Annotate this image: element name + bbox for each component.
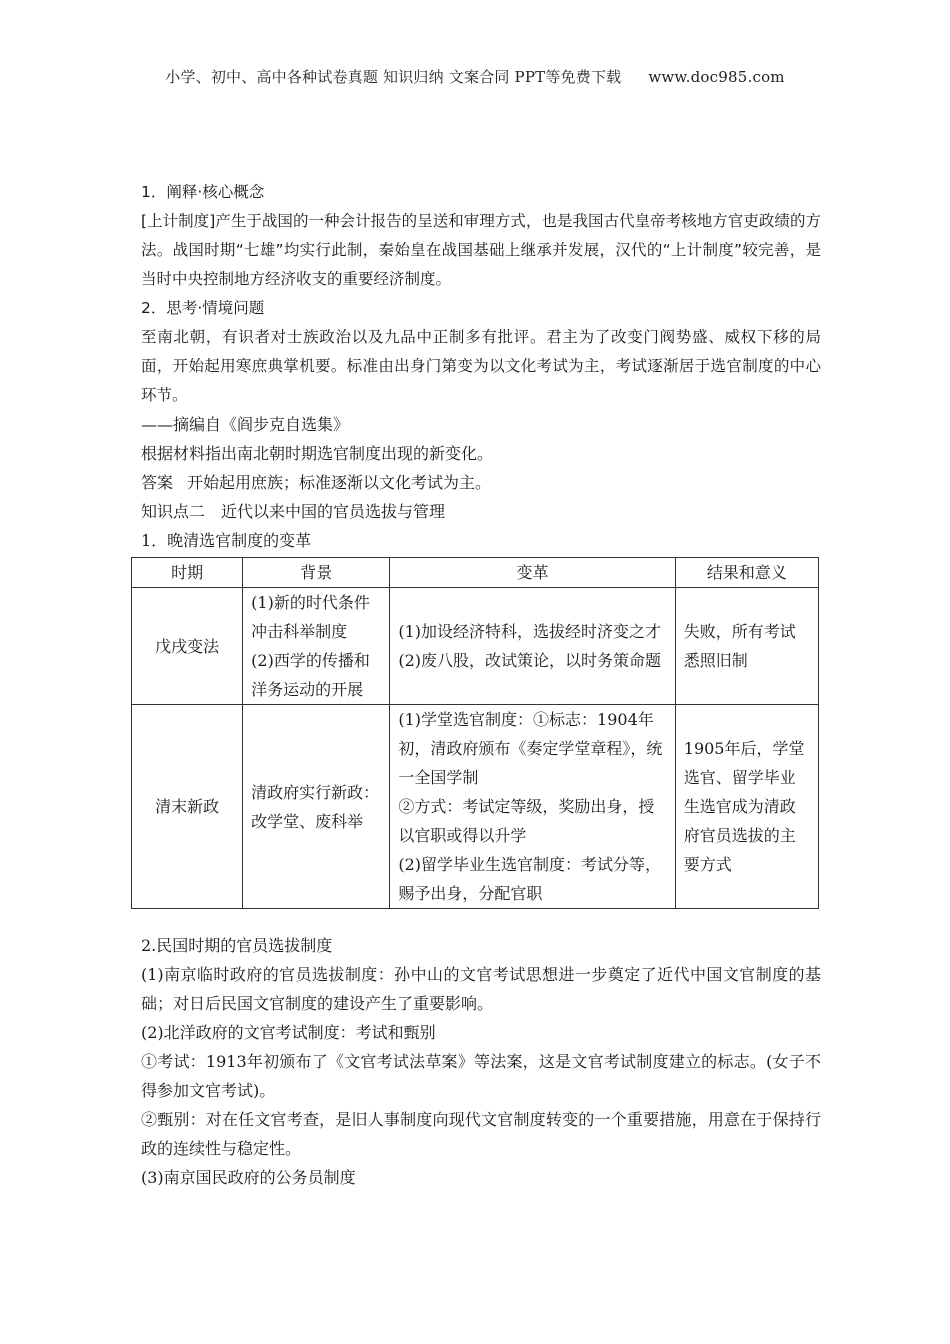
reform-line: (1)学堂选官制度：①标志：1904年初，清政府颁布《奏定学堂章程》，统一全国学制: [398, 710, 663, 787]
result-cell: 1905年后，学堂选官、留学毕业生选官成为清政府官员选拔的主要方式: [675, 705, 818, 909]
table-header: 背景: [243, 558, 390, 588]
background-line: 清政府实行新政：改学堂、废科举: [251, 782, 380, 831]
answer-text: 开始起用庶族；标准逐渐以文化考试为主。: [187, 473, 492, 492]
table-header: 结果和意义: [675, 558, 818, 588]
reform-line: (1)加设经济特科，选拔经时济变之才: [398, 622, 662, 641]
table-subheading: 1．晚清选官制度的变革: [141, 531, 312, 550]
section3-item: ②甄别：对在任文官考查，是旧人事制度向现代文官制度转变的一个重要措施，用意在于保持行政的连续性与稳定性。: [141, 1110, 821, 1158]
period-cell: 戊戌变法: [132, 588, 243, 705]
header-url[interactable]: www.doc985.com: [648, 68, 785, 86]
table-header: 时期: [132, 558, 243, 588]
background-cell: [243, 588, 390, 705]
answer-label: 答案: [141, 473, 174, 492]
reform-cell: [390, 588, 675, 705]
document-body: [141, 178, 821, 1192]
section1-heading: 1．阐释·核心概念: [141, 183, 265, 201]
period-cell: 清末新政: [132, 705, 243, 909]
answer-line: [141, 468, 821, 497]
section3-item: (1)南京临时政府的官员选拔制度：孙中山的文官考试思想进一步奠定了近代中国文官制度的基础；对日后民国文官制度的建设产生了重要影响。: [141, 965, 821, 1013]
section3-item: (3)南京国民政府的公务员制度: [141, 1168, 356, 1187]
section2-heading: 2．思考·情境问题: [141, 299, 265, 317]
table-row: [132, 705, 819, 909]
reform-line: (2)废八股，改试策论，以时务策命题: [398, 651, 662, 670]
section3-heading: 2.民国时期的官员选拔制度: [141, 936, 333, 955]
result-cell: 失败，所有考试悉照旧制: [675, 588, 818, 705]
page-header: [0, 66, 950, 87]
section1-text: [上计制度]产生于战国的一种会计报告的呈送和审理方式，也是我国古代皇帝考核地方官吏政绩的方法。战国时期“七雄”均实行此制，秦始皇在战国基础上继承并发展，汉代的“上计制度”较完善，是当时中央控制地方经济收支的重要经济制度。: [141, 212, 821, 288]
table-header: 变革: [390, 558, 675, 588]
section3-item: ①考试：1913年初颁布了《文官考试法草案》等法案，这是文官考试制度建立的标志。(女子不得参加文官考试)。: [141, 1052, 821, 1100]
reform-cell: [390, 705, 675, 909]
table-row: [132, 588, 819, 705]
header-text: 小学、初中、高中各种试卷真题 知识归纳 文案合同 PPT等免费下载: [165, 68, 622, 86]
background-line: (2)西学的传播和洋务运动的开展: [251, 651, 370, 699]
reform-line: (2)留学毕业生选官制度：考试分等，赐予出身，分配官职: [398, 855, 662, 903]
background-cell: [243, 705, 390, 909]
knowledge-point-title: 知识点二 近代以来中国的官员选拔与管理: [141, 502, 446, 521]
section2-material: 至南北朝，有识者对士族政治以及九品中正制多有批评。君主为了改变门阀势盛、威权下移的局面，开始起用寒庶典掌机要。标准由出身门第变为以文化考试为主，考试逐渐居于选官制度的中心环节。: [141, 328, 821, 404]
section3: [141, 931, 821, 1192]
reform-table: [131, 557, 819, 909]
material-source: ——摘编自《阎步克自选集》: [141, 415, 350, 434]
table-header-row: [132, 558, 819, 588]
reform-line: ②方式：考试定等级，奖励出身，授以官职或得以升学: [398, 797, 655, 845]
section3-item: (2)北洋政府的文官考试制度：考试和甄别: [141, 1023, 436, 1042]
section2-question: 根据材料指出南北朝时期选官制度出现的新变化。: [141, 444, 494, 463]
background-line: (1)新的时代条件冲击科举制度: [251, 593, 370, 641]
